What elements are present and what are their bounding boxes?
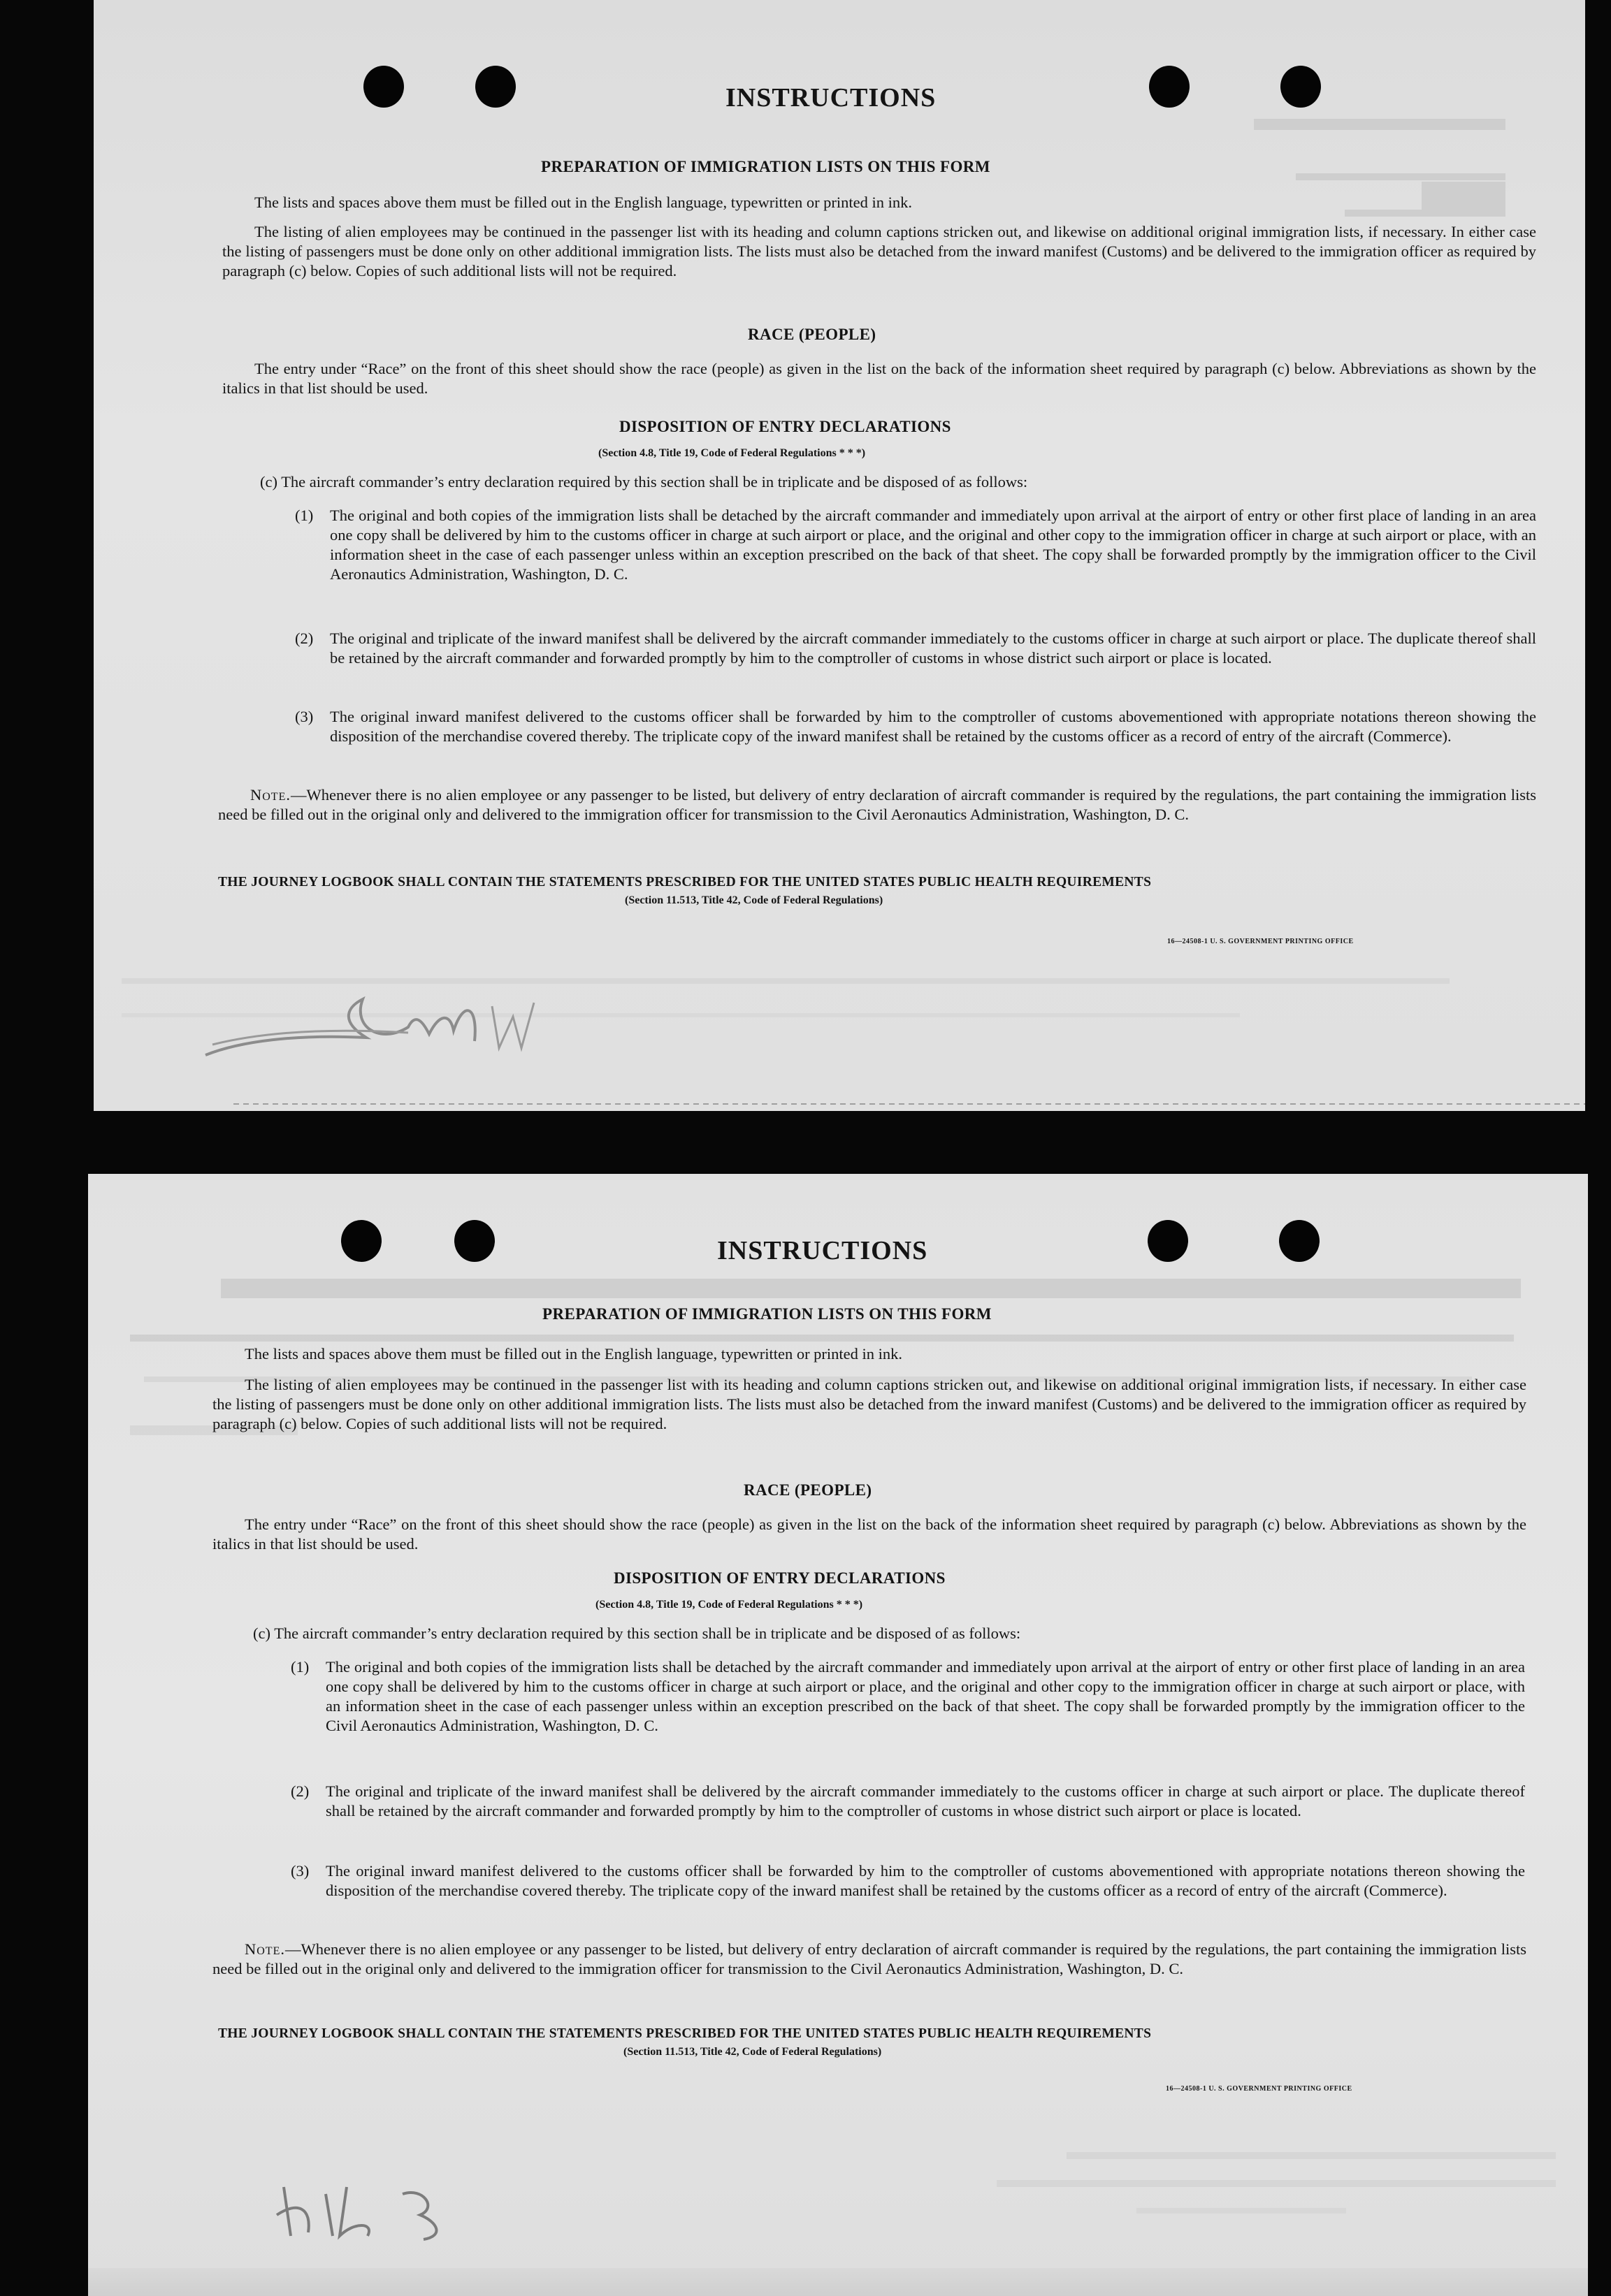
item-number: (3) xyxy=(295,708,314,725)
preparation-paragraph-2: The listing of alien employees may be continued in the passenger list with its heading and column captions stricken out, and likewise on additional original immigration lists, if necessary. In either case the listing of passengers must be done only on other additional immigration lists. The lists must also be detached from the inward manifest (Customs) and be delivered to the immigration officer as required by paragraph (c) below. Copies of such additional lists will not be required. xyxy=(222,223,1536,279)
disposition-item-3 xyxy=(295,707,1536,746)
note-label: Note. xyxy=(250,786,291,804)
note-paragraph xyxy=(218,785,1536,824)
disposition-item-1 xyxy=(295,506,1536,584)
item-number: (3) xyxy=(291,1862,310,1880)
public-health-citation: (Section 11.513, Title 42, Code of Federal Regulations) xyxy=(623,2046,882,2058)
disposition-citation: (Section 4.8, Title 19, Code of Federal Regulations * * *) xyxy=(598,447,866,459)
scan-bottom-strip xyxy=(88,2268,1588,2296)
race-heading: RACE (PEOPLE) xyxy=(744,1481,872,1499)
preparation-heading: PREPARATION OF IMMIGRATION LISTS ON THIS FORM xyxy=(542,1305,992,1323)
disposition-item-2 xyxy=(291,1782,1525,1821)
note-text: —Whenever there is no alien employee or any passenger to be listed, but delivery of entry declaration of aircraft commander is required by the regulations, the part containing the immigration lists need be filled out in the original only and delivered to the immigration officer for transmission to the Civil Aeronautics Administration, Washington, D. C. xyxy=(218,786,1536,823)
document-page-2 xyxy=(88,1174,1588,2296)
item-text: The original and both copies of the immigration lists shall be detached by the aircraft commander and immediately upon arrival at the airport of entry or other first place of landing in an area one copy shall be delivered by him to the customs officer in charge at such airport or place, and the original and other copy to the immigration officer in charge at such airport or place, with an information sheet in the case of each passenger unless within an exception prescribed on the back of that sheet. The copy shall be forwarded promptly by the immigration officer to the Civil Aeronautics Administration, Washington, D. C. xyxy=(326,1658,1525,1734)
disposition-item-2 xyxy=(295,629,1536,668)
disposition-item-3 xyxy=(291,1861,1525,1901)
disposition-intro: (c) The aircraft commander’s entry declaration required by this section shall be in triplicate and be disposed of as follows: xyxy=(253,1625,1021,1642)
handwritten-signature xyxy=(198,978,562,1076)
note-label: Note. xyxy=(245,1940,285,1958)
race-heading: RACE (PEOPLE) xyxy=(748,326,876,343)
preparation-paragraph-1: The lists and spaces above them must be filled out in the English language, typewritten or printed in ink. xyxy=(254,194,913,211)
perforated-edge xyxy=(94,1097,1585,1111)
page-title: INSTRUCTIONS xyxy=(717,1236,928,1265)
page-title: INSTRUCTIONS xyxy=(725,83,937,112)
disposition-heading: DISPOSITION OF ENTRY DECLARATIONS xyxy=(619,418,951,435)
preparation-heading: PREPARATION OF IMMIGRATION LISTS ON THIS FORM xyxy=(541,158,990,175)
item-number: (1) xyxy=(295,507,314,524)
handwritten-signature xyxy=(270,2166,479,2250)
preparation-paragraph-1: The lists and spaces above them must be filled out in the English language, typewritten or printed in ink. xyxy=(245,1345,903,1363)
item-text: The original and triplicate of the inward manifest shall be delivered by the aircraft commander immediately to the customs officer in charge at such airport or place. The duplicate thereof shall be retained by the aircraft commander and forwarded promptly by him to the comptroller of customs in whose district such airport or place is located. xyxy=(330,630,1536,667)
printing-office-code: 16—24508-1 U. S. GOVERNMENT PRINTING OFFICE xyxy=(1166,2085,1352,2093)
item-number: (2) xyxy=(291,1782,310,1800)
race-paragraph: The entry under “Race” on the front of this sheet should show the race (people) as given in the list on the back of the information sheet required by paragraph (c) below. Abbreviations as shown by the italics in that list should be used. xyxy=(222,360,1536,397)
disposition-item-1 xyxy=(291,1657,1525,1736)
disposition-intro: (c) The aircraft commander’s entry declaration required by this section shall be in triplicate and be disposed of as follows: xyxy=(260,473,1028,491)
printing-office-code: 16—24508-1 U. S. GOVERNMENT PRINTING OFFICE xyxy=(1167,938,1354,945)
item-text: The original inward manifest delivered to the customs officer shall be forwarded by him to the comptroller of customs abovementioned with appropriate notations thereon showing the disposition of the merchandise covered thereby. The triplicate copy of the inward manifest shall be retained by the customs officer as a record of entry of the aircraft (Commerce). xyxy=(330,708,1536,745)
race-paragraph: The entry under “Race” on the front of this sheet should show the race (people) as given in the list on the back of the information sheet required by paragraph (c) below. Abbreviations as shown by the italics in that list should be used. xyxy=(212,1516,1526,1553)
note-text: —Whenever there is no alien employee or any passenger to be listed, but delivery of entry declaration of aircraft commander is required by the regulations, the part containing the immigration lists need be filled out in the original only and delivered to the immigration officer for transmission to the Civil Aeronautics Administration, Washington, D. C. xyxy=(212,1940,1526,1977)
public-health-requirement: THE JOURNEY LOGBOOK SHALL CONTAIN THE STATEMENTS PRESCRIBED FOR THE UNITED STATES PUBLIC HEALTH REQUIREMENTS xyxy=(218,2026,1152,2041)
disposition-citation: (Section 4.8, Title 19, Code of Federal Regulations * * *) xyxy=(595,1599,863,1611)
item-text: The original inward manifest delivered to the customs officer shall be forwarded by him to the comptroller of customs abovementioned with appropriate notations thereon showing the disposition of the merchandise covered thereby. The triplicate copy of the inward manifest shall be retained by the customs officer as a record of entry of the aircraft (Commerce). xyxy=(326,1862,1525,1899)
item-number: (2) xyxy=(295,630,314,647)
public-health-citation: (Section 11.513, Title 42, Code of Federal Regulations) xyxy=(625,894,883,906)
disposition-heading: DISPOSITION OF ENTRY DECLARATIONS xyxy=(614,1569,946,1587)
note-paragraph xyxy=(212,1940,1526,1979)
item-number: (1) xyxy=(291,1658,310,1676)
document-page-1 xyxy=(94,0,1585,1111)
item-text: The original and triplicate of the inward manifest shall be delivered by the aircraft commander immediately to the customs officer in charge at such airport or place. The duplicate thereof shall be retained by the aircraft commander and forwarded promptly by him to the comptroller of customs in whose district such airport or place is located. xyxy=(326,1782,1525,1819)
preparation-paragraph-2: The listing of alien employees may be continued in the passenger list with its heading and column captions stricken out, and likewise on additional original immigration lists, if necessary. In either case the listing of passengers must be done only on other additional immigration lists. The lists must also be detached from the inward manifest (Customs) and be delivered to the immigration officer as required by paragraph (c) below. Copies of such additional lists will not be required. xyxy=(212,1376,1526,1432)
public-health-requirement: THE JOURNEY LOGBOOK SHALL CONTAIN THE STATEMENTS PRESCRIBED FOR THE UNITED STATES PUBLIC HEALTH REQUIREMENTS xyxy=(218,875,1152,889)
item-text: The original and both copies of the immigration lists shall be detached by the aircraft commander and immediately upon arrival at the airport of entry or other first place of landing in an area one copy shall be delivered by him to the customs officer in charge at such airport or place, and the original and other copy to the immigration officer in charge at such airport or place, with an information sheet in the case of each passenger unless within an exception prescribed on the back of that sheet. The copy shall be forwarded promptly by the immigration officer to the Civil Aeronautics Administration, Washington, D. C. xyxy=(330,507,1536,583)
